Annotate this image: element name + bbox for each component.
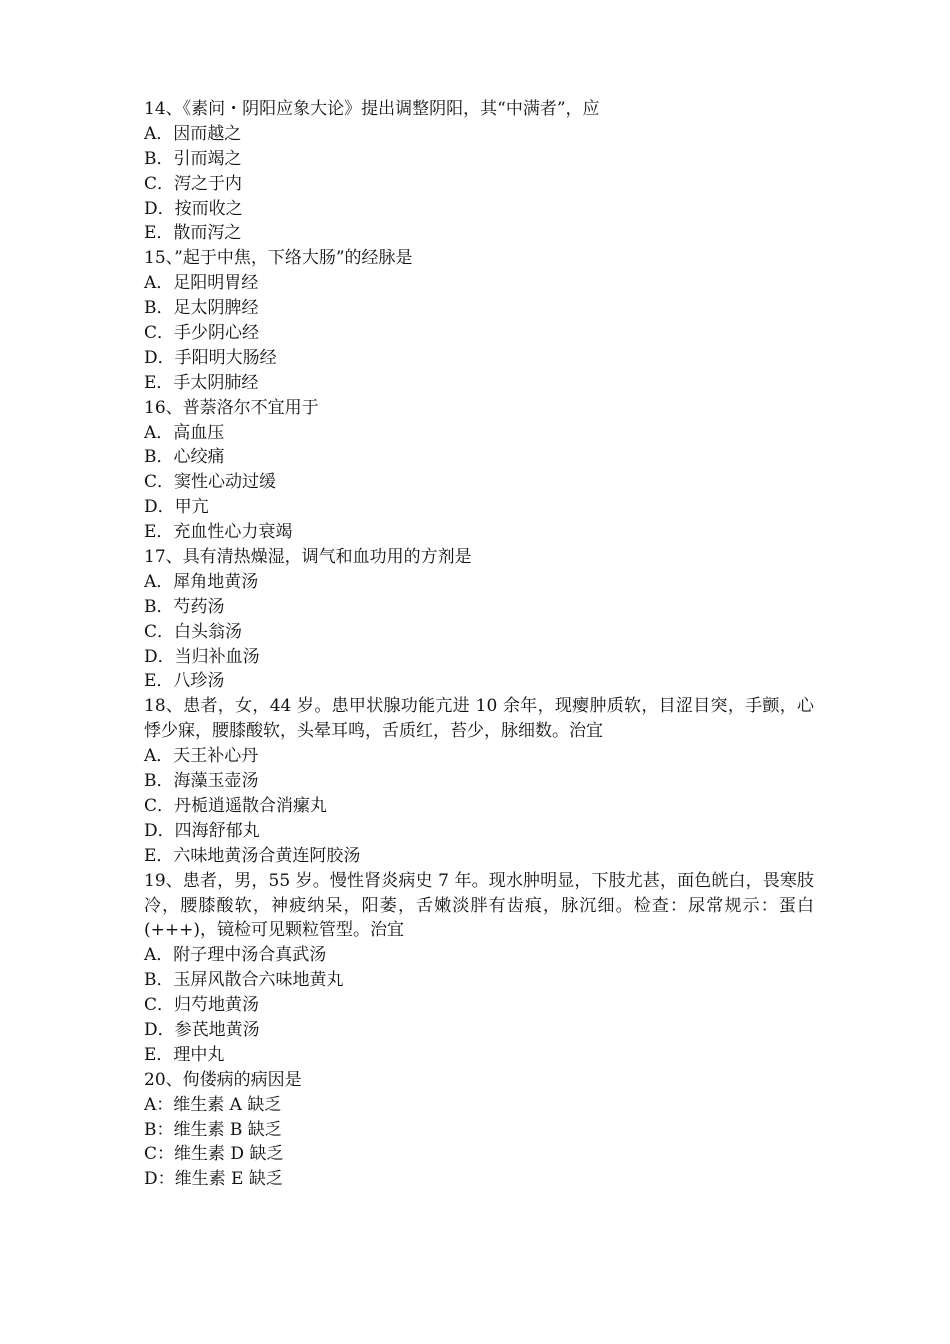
option-c: C．白头翁汤 [144, 621, 243, 642]
option-c: C：维生素 D 缺乏 [144, 1144, 284, 1165]
question-stem: 15、”起于中焦，下络大肠”的经脉是 [144, 248, 413, 269]
option-e: E．理中丸 [144, 1044, 225, 1065]
question-14 [144, 97, 814, 246]
option-c: C．手少阴心经 [144, 323, 260, 344]
option-b: B．芍药汤 [144, 596, 225, 617]
option-c: C．归芍地黄汤 [144, 995, 260, 1016]
question-stem: 18、患者，女，44 岁。患甲状腺功能亢进 10 余年，现瘿肿质软，目涩目突，手颤，心悸少寐，腰膝酸软，头晕耳鸣，舌质红，苔少，脉细数。治宜 [144, 696, 814, 742]
question-15 [144, 246, 814, 395]
option-b: B．海藻玉壶汤 [144, 771, 259, 792]
option-b: B．足太阴脾经 [144, 298, 259, 319]
option-d: D．手阳明大肠经 [144, 347, 277, 368]
option-c: C．窦性心动过缓 [144, 472, 277, 493]
option-a: A．犀角地黄汤 [144, 571, 259, 592]
option-e: E．六味地黄汤合黄连阿胶汤 [144, 845, 361, 866]
question-stem: 19、患者，男，55 岁。慢性肾炎病史 7 年。现水肿明显，下肢尤甚，面色㿠白，畏寒肢冷，腰膝酸软，神疲纳呆，阳萎，舌嫩淡胖有齿痕，脉沉细。检查：尿常规示：蛋白(+++)，镜检可见颗粒管型。治宜 [144, 870, 814, 941]
option-a: A．高血压 [144, 422, 225, 443]
option-d: D．甲亢 [144, 497, 209, 518]
option-d: D．按而收之 [144, 198, 243, 219]
question-17 [144, 545, 814, 694]
option-e: E．八珍汤 [144, 671, 225, 692]
option-a: A．天王补心丹 [144, 746, 259, 767]
document-page [144, 97, 814, 1192]
option-e: E．充血性心力衰竭 [144, 522, 293, 543]
question-stem: 20、佝偻病的病因是 [144, 1069, 302, 1090]
question-stem: 16、普萘洛尔不宜用于 [144, 397, 319, 418]
question-stem: 17、具有清热燥湿，调气和血功用的方剂是 [144, 547, 472, 568]
option-b: B．玉屏风散合六味地黄丸 [144, 970, 344, 991]
question-19 [144, 869, 814, 1068]
option-a: A．因而越之 [144, 123, 242, 144]
option-b: B．引而竭之 [144, 148, 242, 169]
option-e: E．手太阴肺经 [144, 372, 259, 393]
option-c: C．泻之于内 [144, 173, 243, 194]
option-a: A．附子理中汤合真武汤 [144, 945, 327, 966]
question-16 [144, 396, 814, 545]
option-b: B：维生素 B 缺乏 [144, 1119, 282, 1140]
question-20 [144, 1068, 814, 1192]
option-a: A．足阳明胃经 [144, 273, 259, 294]
option-c: C．丹栀逍遥散合消瘰丸 [144, 795, 328, 816]
option-a: A：维生素 A 缺乏 [144, 1094, 282, 1115]
option-d: D．四海舒郁丸 [144, 820, 260, 841]
question-18 [144, 694, 814, 868]
option-d: D：维生素 E 缺乏 [144, 1169, 283, 1190]
option-d: D．当归补血汤 [144, 646, 260, 667]
option-e: E．散而泻之 [144, 223, 242, 244]
option-b: B．心绞痛 [144, 447, 225, 468]
question-stem: 14、《素问・阴阳应象大论》提出调整阴阳，其“中满者”，应 [144, 99, 600, 119]
option-d: D．参芪地黄汤 [144, 1019, 260, 1040]
